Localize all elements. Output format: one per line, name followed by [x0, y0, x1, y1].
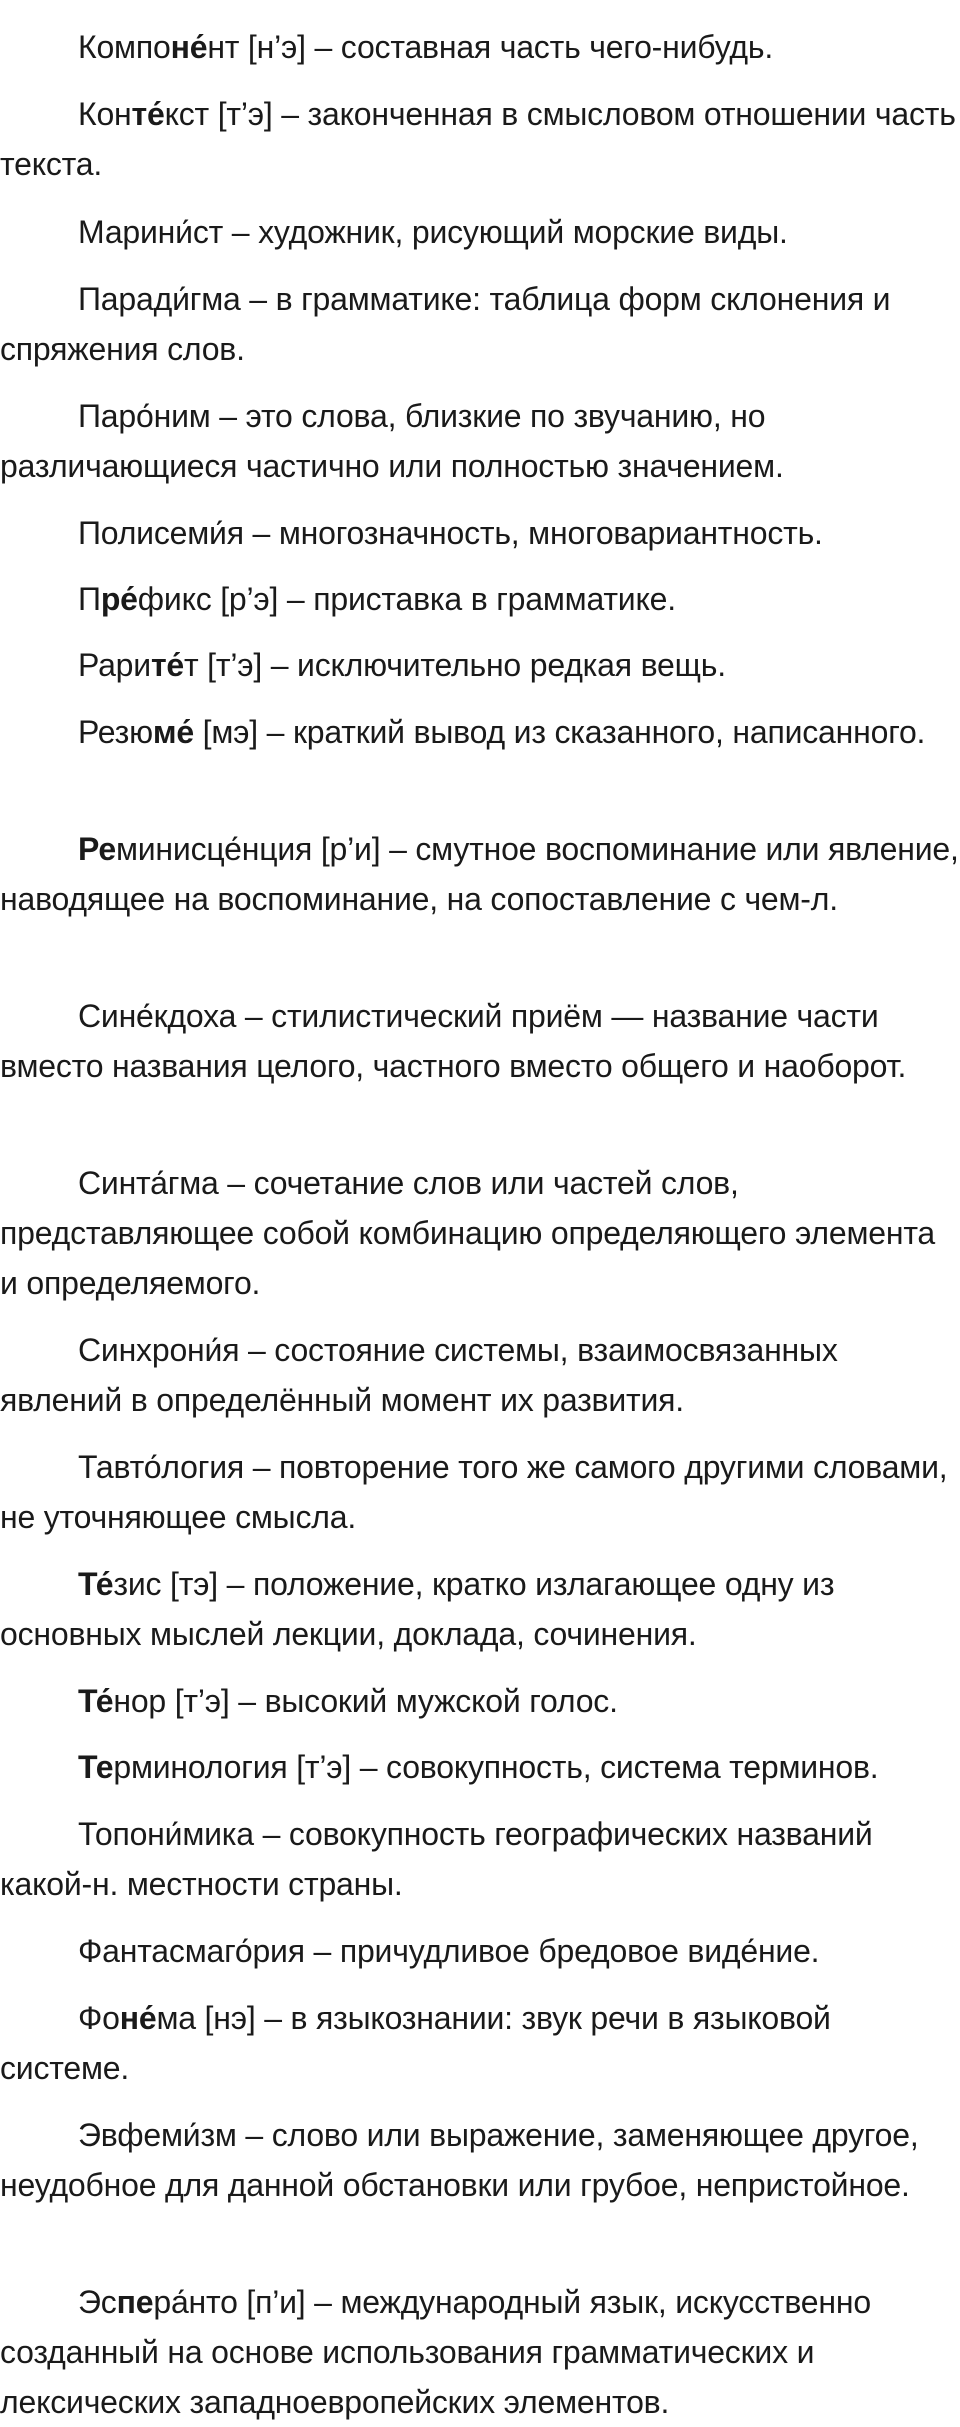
- stressed-syllable: не́: [170, 29, 208, 65]
- entry-text: т [т’э] – исключительно редкая вещь.: [184, 647, 726, 683]
- entry-text: Фантасмаго́рия – причудливое бредовое виде́ние.: [78, 1933, 820, 1969]
- dictionary-entry: [0, 2277, 960, 2427]
- entry-text: зис [тэ] – положение, кратко излагающее одну из основных мыслей лекции, доклада, сочинения.: [0, 1566, 835, 1652]
- entry-text: Марини́ст – художник, рисующий морские виды.: [78, 214, 788, 250]
- entry-text: Синхрони́я – состояние системы, взаимосвязанных явлений в определённый момент их развития.: [0, 1332, 838, 1418]
- dictionary-entry: [0, 1442, 960, 1542]
- dictionary-entry: [0, 824, 960, 924]
- entry-text: Рари: [78, 647, 151, 683]
- dictionary-entry: [0, 391, 960, 491]
- entry-text: Эс: [78, 2284, 117, 2320]
- stressed-syllable: Те́: [78, 1683, 114, 1719]
- dictionary-entry: [0, 991, 960, 1091]
- entry-text: нт [н’э] – составная часть чего-нибудь.: [207, 29, 774, 65]
- entry-text: Паро́ним – это слова, близкие по звучанию, но различающиеся частично или полностью значением.: [0, 398, 784, 484]
- entry-text: Фо: [78, 2000, 120, 2036]
- entry-text: П: [78, 581, 101, 617]
- entry-text: рминология [т’э] – совокупность, система терминов.: [113, 1749, 879, 1785]
- entry-text: нор [т’э] – высокий мужской голос.: [113, 1683, 618, 1719]
- entry-text: Синта́гма – сочетание слов или частей слов, представляющее собой комбинацию определяющего элемента и определяемого.: [0, 1165, 936, 1301]
- dictionary-entry: [0, 1926, 960, 1976]
- dictionary-entry: [0, 1325, 960, 1425]
- dictionary-entry: [0, 574, 960, 624]
- stressed-syllable: ме́: [152, 714, 194, 750]
- dictionary-entry: [0, 1809, 960, 1909]
- entry-text: минисце́нция [р’и] – смутное воспоминание или явление, наводящее на воспоминание, на сопоставление с чем-л.: [0, 831, 959, 917]
- dictionary-entry: [0, 508, 960, 558]
- entry-text: Паради́гма – в грамматике: таблица форм склонения и спряжения слов.: [0, 281, 891, 367]
- entry-text: Сине́кдоха – стилистический приём — название части вместо названия целого, частного вместо общего и наоборот.: [0, 998, 907, 1084]
- entry-text: ра́нто [п’и] – международный язык, искусственно созданный на основе использования грамматических и лексических западноевропейских элементов.: [0, 2284, 871, 2420]
- dictionary-entry: [0, 1993, 960, 2093]
- dictionary-entry: [0, 22, 960, 72]
- stressed-syllable: не́: [119, 2000, 157, 2036]
- entry-text: Компо: [78, 29, 171, 65]
- dictionary-entry: [0, 1559, 960, 1659]
- stressed-syllable: Ре: [78, 831, 116, 867]
- stressed-syllable: те́: [131, 96, 165, 132]
- entry-text: Полисеми́я – многозначность, многовариантность.: [78, 515, 823, 551]
- entry-text: [мэ] – краткий вывод из сказанного, написанного.: [193, 714, 926, 750]
- dictionary-entry: [0, 1676, 960, 1726]
- dictionary-entry: [0, 1742, 960, 1792]
- entry-text: Кон: [78, 96, 132, 132]
- dictionary-entry: [0, 640, 960, 690]
- entry-text: кст [т’э] – законченная в смысловом отношении часть текста.: [0, 96, 956, 182]
- stressed-syllable: ре́: [100, 581, 138, 617]
- entry-text: фикс [р’э] – приставка в грамматике.: [137, 581, 676, 617]
- dictionary-entry: [0, 89, 960, 189]
- dictionary-entry: [0, 707, 960, 757]
- stressed-syllable: пе: [116, 2284, 154, 2320]
- dictionary-entry: [0, 274, 960, 374]
- entry-text: Резю: [78, 714, 153, 750]
- entry-text: ма [нэ] – в языкознании: звук речи в языковой системе.: [0, 2000, 831, 2086]
- stressed-syllable: те́: [150, 647, 185, 683]
- dictionary-entry: [0, 207, 960, 257]
- stressed-syllable: Те: [78, 1749, 114, 1785]
- entry-text: Эвфеми́зм – слово или выражение, заменяющее другое, неудобное для данной обстановки или грубое, непристойное.: [0, 2117, 919, 2203]
- entry-text: Тавто́логия – повторение того же самого другими словами, не уточняющее смысла.: [0, 1449, 948, 1535]
- entry-text: Топони́мика – совокупность географических названий какой-н. местности страны.: [0, 1816, 873, 1902]
- dictionary-entry: [0, 2110, 960, 2210]
- stressed-syllable: Те́: [78, 1566, 114, 1602]
- dictionary-entry: [0, 1158, 960, 1308]
